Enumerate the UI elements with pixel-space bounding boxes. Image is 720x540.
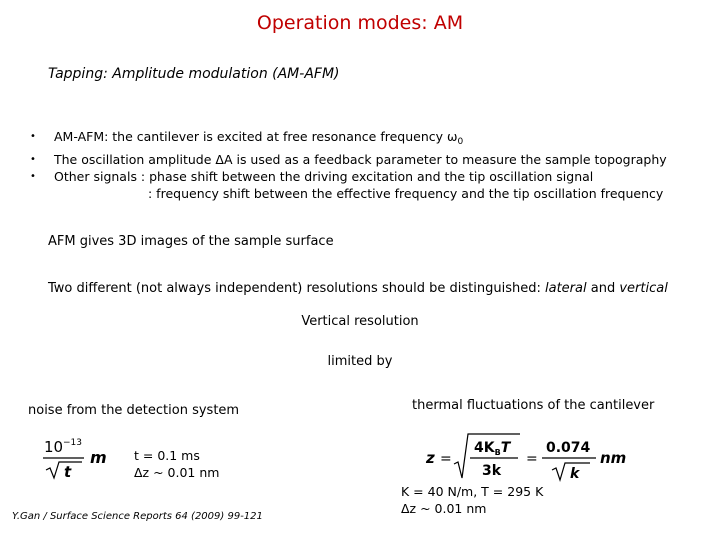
thermal-param-kt: K = 40 N/m, T = 295 K (401, 484, 544, 499)
resolutions-prefix: Two different (not always independent) resolutions should be distinguished: (48, 281, 545, 296)
bullet-text: : frequency shift between the effective frequency and the tip oscillation frequency (148, 186, 664, 201)
formula-unit: m (90, 448, 107, 467)
formula-num2: 0.074 (546, 440, 591, 456)
list-item (30, 168, 667, 185)
formula-unit-nm: nm (600, 449, 627, 467)
formula-equals-2: = (526, 451, 538, 467)
bullet-text: The oscillation amplitude ΔA is used as a feedback parameter to measure the sample topography (54, 152, 667, 167)
formula-lhs: z (426, 449, 435, 467)
omega-subscript: 0 (457, 137, 464, 147)
vertical-term: vertical (619, 281, 668, 296)
bullet-text: Other signals : phase shift between the driving excitation and the tip oscillation signal (54, 169, 594, 184)
reference-citation: Y.Gan / Surface Science Reports 64 (2009) 99-121 (12, 511, 263, 522)
noise-formula (40, 432, 120, 482)
noise-param-dz: Δz ~ 0.01 nm (134, 465, 220, 480)
list-item (30, 128, 667, 151)
bullet-text: AM-AFM: the cantilever is excited at free resonance frequency ω (54, 129, 458, 144)
formula-den1: 3k (482, 463, 502, 479)
formula-radicand: t (64, 463, 72, 481)
resolutions-statement (48, 281, 668, 296)
subtitle: Tapping: Amplitude modulation (AM-AFM) (48, 66, 340, 82)
page-title: Operation modes: AM (256, 12, 464, 34)
thermal-formula (424, 430, 634, 484)
formula-den2: k (570, 466, 580, 482)
formula-num1: $4K_BT$ (474, 440, 511, 457)
bullet-list (30, 128, 667, 202)
afm-3d-statement: AFM gives 3D images of the sample surface (48, 234, 334, 249)
noise-param-time: t = 0.1 ms (134, 448, 200, 463)
vertical-resolution-label: Vertical resolution (301, 314, 419, 329)
thermal-heading: thermal fluctuations of the cantilever (412, 398, 655, 413)
formula-numerator: 10 (44, 438, 64, 456)
list-item-continuation (30, 185, 667, 202)
formula-equals: = (440, 451, 452, 467)
noise-heading: noise from the detection system (28, 403, 240, 418)
list-item (30, 151, 667, 168)
formula-exponent: −13 (63, 438, 82, 448)
limited-by-label: limited by (327, 354, 393, 369)
thermal-param-dz: Δz ~ 0.01 nm (401, 501, 487, 516)
resolutions-and: and (586, 281, 620, 296)
lateral-term: lateral (545, 281, 587, 296)
